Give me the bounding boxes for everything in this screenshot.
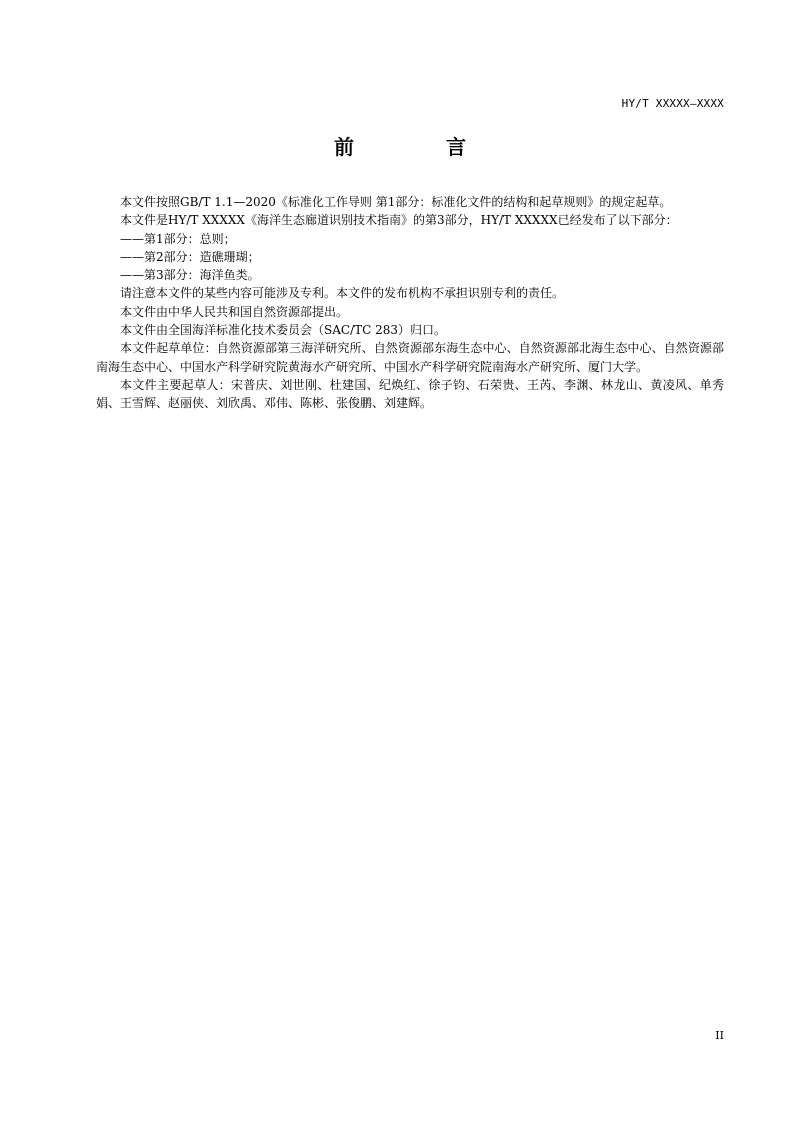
list-item-part-3: ——第3部分：海洋鱼类。 xyxy=(120,268,260,283)
paragraph-proposer: 本文件由中华人民共和国自然资源部提出。 xyxy=(120,304,349,319)
list-item-part-1: ——第1部分：总则； xyxy=(120,231,236,246)
page-number: II xyxy=(715,1029,724,1042)
paragraph-committee: 本文件由全国海洋标准化技术委员会（SAC/TC 283）归口。 xyxy=(120,323,447,338)
paragraph-drafting-units: 本文件起草单位：自然资源部第三海洋研究所、自然资源部东海生态中心、自然资源部北海生态中心、自然资源部南海生态中心、中国水产科学研究院黄海水产研究所、中国水产科学研究院南海水产研究所、厦门大学。 xyxy=(96,341,724,374)
list-item-part-2: ——第2部分：造礁珊瑚； xyxy=(120,249,260,264)
paragraph-drafting-rules: 本文件按照GB/T 1.1—2020《标准化工作导则 第1部分：标准化文件的结构和起草规则》的规定起草。 xyxy=(120,195,672,209)
paragraph-part-info: 本文件是HY/T XXXXX《海洋生态廊道识别技术指南》的第3部分，HY/T XXXXX已经发布了以下部分： xyxy=(120,213,678,228)
paragraph-patent-notice: 请注意本文件的某些内容可能涉及专利。本文件的发布机构不承担识别专利的责任。 xyxy=(120,286,565,301)
page-title: 前 言 xyxy=(334,135,502,159)
document-code: HY/T XXXXX—XXXX xyxy=(621,97,724,110)
foreword-body xyxy=(96,193,724,413)
paragraph-drafters: 本文件主要起草人：宋普庆、刘世刚、杜建国、纪焕红、徐子钧、石荣贵、王芮、李渊、林龙山、黄凌风、单秀娟、王雪辉、赵丽侠、刘欣禹、邓伟、陈彬、张俊鹏、刘建辉。 xyxy=(96,377,724,411)
